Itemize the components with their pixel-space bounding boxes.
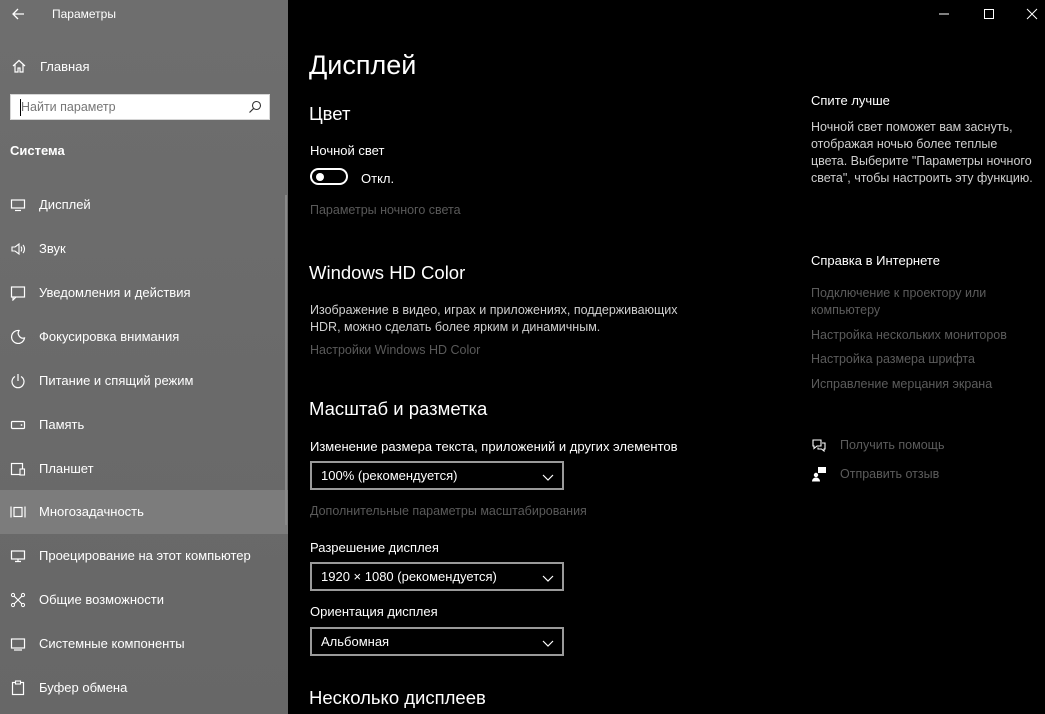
display-icon: [10, 197, 26, 213]
get-help-icon: [811, 437, 827, 453]
multitasking-icon: [10, 504, 26, 520]
night-light-toggle[interactable]: [310, 168, 348, 185]
sidebar-item-notifications[interactable]: [0, 271, 288, 315]
hdr-settings-link[interactable]: Настройки Windows HD Color: [310, 343, 481, 357]
sidebar-item-label: Звук: [39, 241, 66, 256]
multiple-displays-heading: Несколько дисплеев: [309, 687, 486, 708]
orientation-value: Альбомная: [321, 634, 390, 649]
scale-label: Изменение размера текста, приложений и других элементов: [310, 439, 678, 454]
section-title: Система: [10, 143, 65, 158]
orientation-dropdown[interactable]: [310, 627, 564, 656]
search-box[interactable]: [10, 94, 270, 120]
sleep-better-text: Ночной свет поможет вам заснуть, отображая ночью более теплые цвета. Выберите "Параметры ночного света", чтобы настроить эту функцию.: [811, 120, 1033, 185]
sidebar-item-label: Питание и спящий режим: [39, 373, 194, 388]
projecting-icon: [10, 548, 26, 564]
get-help-label: Получить помощь: [840, 438, 945, 452]
hdr-heading: Windows HD Color: [309, 262, 466, 283]
scale-heading: Масштаб и разметка: [309, 398, 488, 419]
resolution-label: Разрешение дисплея: [310, 540, 439, 555]
clipboard-icon: [10, 680, 26, 696]
search-input[interactable]: [11, 95, 241, 119]
sidebar-item-label: Многозадачность: [39, 504, 144, 519]
night-light-state: Откл.: [361, 171, 395, 186]
sidebar-item-power[interactable]: [0, 359, 288, 403]
sleep-better-heading: Спите лучше: [811, 93, 890, 108]
chevron-down-icon: [542, 470, 554, 482]
advanced-scaling-link[interactable]: Дополнительные параметры масштабирования: [310, 504, 587, 518]
power-icon: [10, 373, 26, 389]
sidebar-item-sound[interactable]: [0, 227, 288, 271]
notifications-icon: [10, 285, 26, 301]
send-feedback-label: Отправить отзыв: [840, 467, 940, 481]
sidebar-item-clipboard[interactable]: [0, 666, 288, 710]
sidebar-item-label: Системные компоненты: [39, 636, 185, 651]
sidebar-item-system-components[interactable]: [0, 622, 288, 666]
sidebar-item-label: Фокусировка внимания: [39, 329, 180, 344]
home-icon: [11, 58, 27, 74]
sidebar-item-focus-assist[interactable]: [0, 315, 288, 359]
help-link-projector[interactable]: Подключение к проектору или компьютеру: [811, 286, 987, 317]
sidebar-item-label: Проецирование на этот компьютер: [39, 548, 251, 563]
chevron-down-icon: [542, 571, 554, 583]
storage-icon: [10, 417, 26, 433]
scale-dropdown[interactable]: [310, 461, 564, 490]
sidebar-item-storage[interactable]: [0, 403, 288, 447]
page-title: Дисплей: [309, 50, 417, 80]
main-content: [288, 0, 1045, 714]
sidebar-item-label: Буфер обмена: [39, 680, 128, 695]
sidebar-item-shared-experiences[interactable]: [0, 578, 288, 622]
sidebar-item-projecting[interactable]: [0, 534, 288, 578]
text-cursor: [20, 99, 21, 116]
system-components-icon: [10, 636, 26, 652]
sidebar-item-label: Уведомления и действия: [39, 285, 191, 300]
app-title: Параметры: [52, 7, 116, 21]
speaker-icon: [10, 241, 26, 257]
chevron-down-icon: [542, 636, 554, 648]
sidebar-item-label: Общие возможности: [39, 592, 165, 607]
home-label: Главная: [40, 59, 90, 74]
help-link-multiple-monitors[interactable]: Настройка нескольких мониторов: [811, 328, 1007, 342]
feedback-icon: [811, 466, 827, 482]
search-icon[interactable]: [248, 100, 262, 114]
color-heading: Цвет: [309, 103, 351, 124]
online-help-heading: Справка в Интернете: [811, 253, 940, 268]
hdr-description: Изображение в видео, играх и приложениях, поддерживающих HDR, можно сделать более ярким и динамичным.: [310, 303, 678, 334]
resolution-dropdown[interactable]: [310, 562, 564, 591]
resolution-value: 1920 × 1080 (рекомендуется): [321, 569, 497, 584]
minimize-icon[interactable]: [937, 7, 951, 21]
sidebar-item-multitasking[interactable]: [0, 490, 288, 534]
sidebar-item-display[interactable]: [0, 183, 288, 227]
scale-value: 100% (рекомендуется): [321, 468, 458, 483]
tablet-icon: [10, 461, 26, 477]
maximize-icon[interactable]: [982, 7, 996, 21]
sidebar-item-label: Память: [39, 417, 85, 432]
sidebar-item-tablet[interactable]: [0, 447, 288, 491]
sidebar-item-home[interactable]: [0, 52, 288, 80]
focus-assist-icon: [10, 329, 26, 345]
sidebar-item-label: Дисплей: [39, 197, 91, 212]
help-link-screen-flicker[interactable]: Исправление мерцания экрана: [811, 377, 993, 391]
orientation-label: Ориентация дисплея: [310, 604, 438, 619]
sidebar: [0, 0, 288, 714]
night-light-label: Ночной свет: [310, 143, 385, 158]
shared-experiences-icon: [10, 592, 26, 608]
help-link-font-size[interactable]: Настройка размера шрифта: [811, 352, 975, 366]
close-icon[interactable]: [1025, 7, 1039, 21]
back-arrow-icon[interactable]: [10, 5, 26, 23]
sidebar-item-label: Планшет: [39, 461, 94, 476]
sidebar-scrollbar[interactable]: [285, 195, 287, 525]
toggle-knob: [316, 173, 324, 181]
night-light-settings-link[interactable]: Параметры ночного света: [310, 203, 461, 217]
